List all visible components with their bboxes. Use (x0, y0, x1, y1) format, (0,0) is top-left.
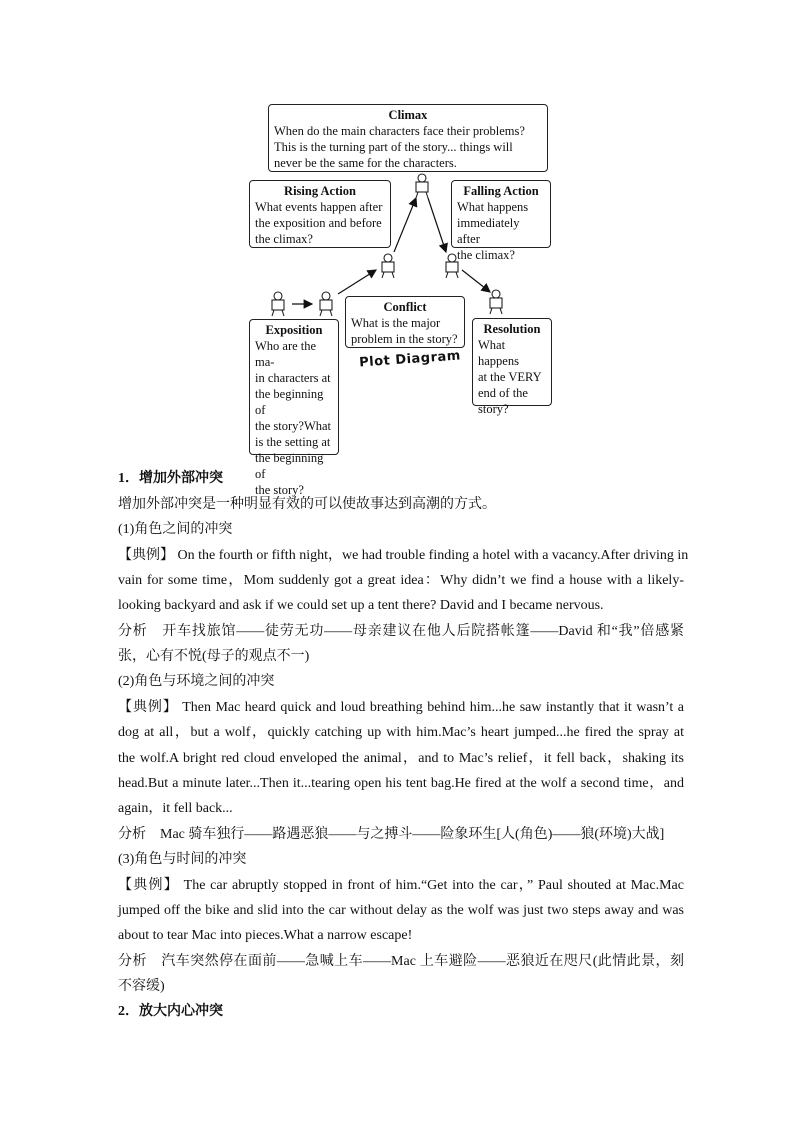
falling-action-body: What happens immediately after the climax? (457, 200, 529, 262)
rising-action-body: What events happen after the exposition and before the climax? (255, 200, 383, 246)
heading-external-conflict: 1．增加外部冲突 (118, 471, 223, 486)
climber-figure-icon (416, 174, 428, 198)
exposition-title: Exposition (265, 323, 323, 337)
falling-action-title: Falling Action (463, 184, 539, 198)
rising-action-title: Rising Action (284, 184, 356, 198)
analysis-2: 分析 Mac 骑车独行——路遇恶狼——与之搏斗——险象环生[人(角色)——狼(环境)大战] (118, 827, 665, 842)
analysis-3-line-2: 不容缓) (118, 979, 165, 994)
subheading-environment-conflict: (2)角色与环境之间的冲突 (118, 674, 275, 689)
conflict-box (345, 296, 465, 348)
climber-figure-icon (382, 254, 394, 278)
example-3-line-1: 【典例】 The car abruptly stopped in front of him.“Get into the car，” Paul shouted at Mac.Mac (118, 878, 684, 893)
climber-figure-icon (272, 292, 284, 316)
plot-diagram-label: Plot Diagram (358, 348, 462, 371)
climax-box (268, 104, 548, 172)
climber-figure-icon (490, 290, 502, 314)
example-2-line-4: head.But a minute later...Then it...tearing open his tent bag.He fired at the wolf a second time，and (118, 776, 684, 791)
example-3-line-2: jumped off the bike and slid into the car without delay as the wolf was just two steps away and was (118, 903, 684, 918)
example-1-line-2: vain for some time，Mom suddenly got a great idea：Why didn’t we find a house with a likely- (118, 573, 684, 588)
falling-action-box (451, 180, 551, 262)
resolution-body: What happens at the VERY end of the story? (478, 338, 542, 416)
arrow-to-climax (394, 198, 416, 252)
analysis-1-line-2: 张，心有不悦(母子的观点不一) (118, 649, 310, 664)
example-2-line-2: dog at all，but a wolf，quickly catching up with him.Mac’s heart jumped...he fired the spray at (118, 725, 684, 740)
example-1-line-1: 【典例】 On the fourth or fifth night，we had trouble finding a hotel with a vacancy.After driving in (118, 548, 689, 563)
exposition-box (249, 319, 339, 497)
arrow-rising (338, 270, 376, 294)
exposition-body: Who are the ma- in characters at the beginning of the story?What is the setting at the beginning of the story? (255, 339, 332, 497)
climber-figure-icon (320, 292, 332, 316)
conflict-title: Conflict (383, 300, 427, 314)
climax-body: When do the main characters face their problems? This is the turning part of the story... things will never be the same for the characters. (274, 124, 525, 170)
subheading-time-conflict: (3)角色与时间的冲突 (118, 852, 247, 867)
analysis-1-line-1: 分析 开车找旅馆——徒劳无功——母亲建议在他人后院搭帐篷——David 和“我”倍感紧 (118, 624, 684, 639)
subheading-character-conflict: (1)角色之间的冲突 (118, 522, 233, 537)
rising-action-box (249, 180, 391, 248)
example-2-line-5: again，it fell back... (118, 801, 233, 816)
example-2-line-1: 【典例】 Then Mac heard quick and loud breathing behind him...he saw instantly that it wasn’t a (118, 700, 684, 715)
climax-title: Climax (388, 108, 428, 122)
intro-text: 增加外部冲突是一种明显有效的可以使故事达到高潮的方式。 (118, 497, 496, 512)
conflict-body: What is the major problem in the story? (351, 316, 458, 346)
example-1-line-3: looking backyard and ask if we could set up a tent there? David and I became nervous. (118, 598, 604, 613)
analysis-3-line-1: 分析 汽车突然停在面前——急喊上车——Mac 上车避险——恶狼近在咫尺(此情此景，刻 (118, 954, 684, 969)
arrow-from-climax (428, 198, 446, 252)
example-3-line-3: about to tear Mac into pieces.What a narrow escape! (118, 928, 413, 943)
resolution-box (472, 318, 552, 416)
resolution-title: Resolution (483, 322, 541, 336)
plot-diagram-arrows (0, 0, 800, 470)
arrow-falling (462, 270, 490, 292)
heading-inner-conflict: 2．放大内心冲突 (118, 1004, 223, 1019)
example-2-line-3: the wolf.A bright red cloud enveloped the animal，and to Mac’s relief，it fell back，shaking its (118, 751, 684, 766)
